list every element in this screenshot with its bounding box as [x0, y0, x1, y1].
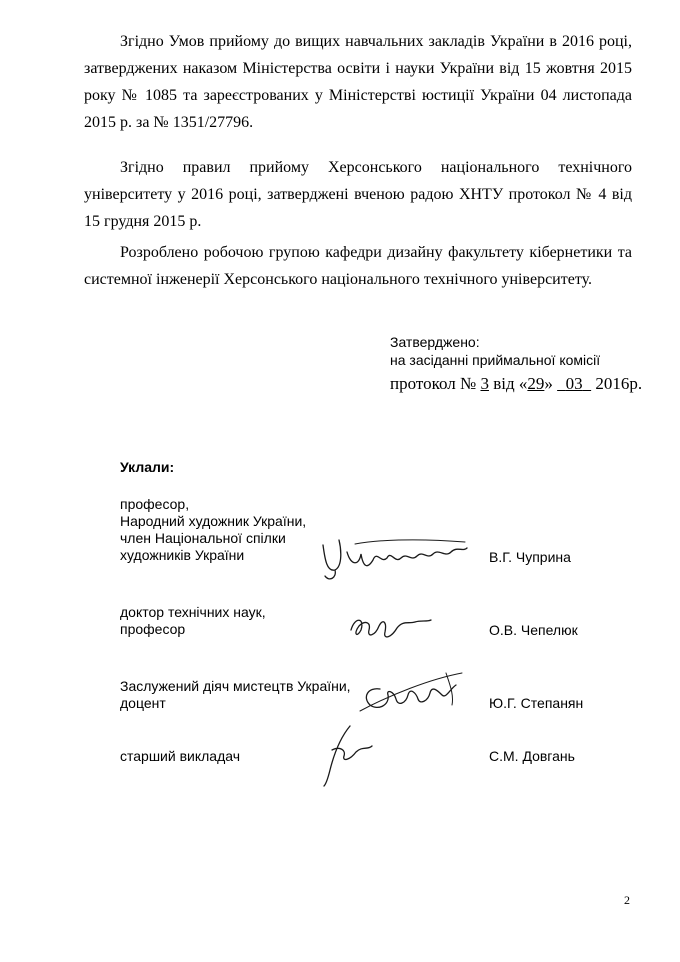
protocol-year: 2016р.: [595, 374, 643, 393]
approval-title: Затверджено:: [390, 334, 480, 350]
authors-title: Уклали:: [120, 459, 175, 475]
author-1-role-line: Народний художник України,: [120, 513, 307, 529]
author-4-role-line: старший викладач: [120, 748, 241, 764]
intro-paragraph-3: Розроблено робочою групою кафедри дизайну факультету кібернетики та системної інженерії Херсонського національного технічного університету.: [84, 244, 632, 288]
author-2-role-line: професор: [120, 621, 186, 637]
author-4-signature: [310, 720, 380, 790]
author-3-name: Ю.Г. Степанян: [489, 695, 584, 711]
author-1-role: [120, 496, 306, 564]
page-number: 2: [624, 893, 630, 907]
protocol-prefix: протокол №: [390, 374, 477, 393]
author-3-role-line: доцент: [120, 695, 166, 711]
author-1-signature: [315, 530, 475, 585]
protocol-number: 3: [480, 374, 489, 393]
approval-committee: на засіданні приймальної комісії: [390, 352, 601, 368]
author-3-role: [120, 678, 351, 712]
intro-paragraph-1: Згідно Умов прийому до вищих навчальних закладів України в 2016 році, затверджених наказом Міністерства освіти і науки України від 15 жовтня 2015 року № 1085 та зареєстрованих у Міністерстві юстиції України 04 листопада 2015 р. за № 1351/27796.: [84, 33, 632, 131]
approval-protocol: [390, 374, 642, 394]
author-3-signature: [350, 665, 470, 725]
protocol-from: від «: [493, 374, 528, 393]
protocol-day: 29: [527, 374, 545, 393]
author-2-signature: [345, 608, 435, 648]
author-2-name: О.В. Чепелюк: [489, 622, 578, 638]
author-4-role: [120, 748, 240, 765]
author-2-role-line: доктор технічних наук,: [120, 604, 266, 620]
intro-paragraph-2: Згідно правил прийому Херсонського національного технічного університету у 2016 році, затверджені вченою радою ХНТУ протокол № 4 від 15 грудня 2015 р.: [84, 159, 632, 230]
author-2-role: [120, 604, 266, 638]
approval-block: [390, 333, 600, 369]
author-1-role-line: художників України: [120, 547, 245, 563]
author-3-role-line: Заслужений діяч мистецтв України,: [120, 678, 351, 694]
protocol-month-wrap: [557, 374, 591, 393]
author-1-role-line: професор,: [120, 496, 190, 512]
protocol-quote-close: »: [544, 374, 553, 393]
protocol-month: 03: [565, 374, 583, 393]
author-1-role-line: член Національної спілки: [120, 530, 286, 546]
author-4-name: С.М. Довгань: [489, 748, 575, 764]
author-1-name: В.Г. Чуприна: [489, 549, 571, 565]
